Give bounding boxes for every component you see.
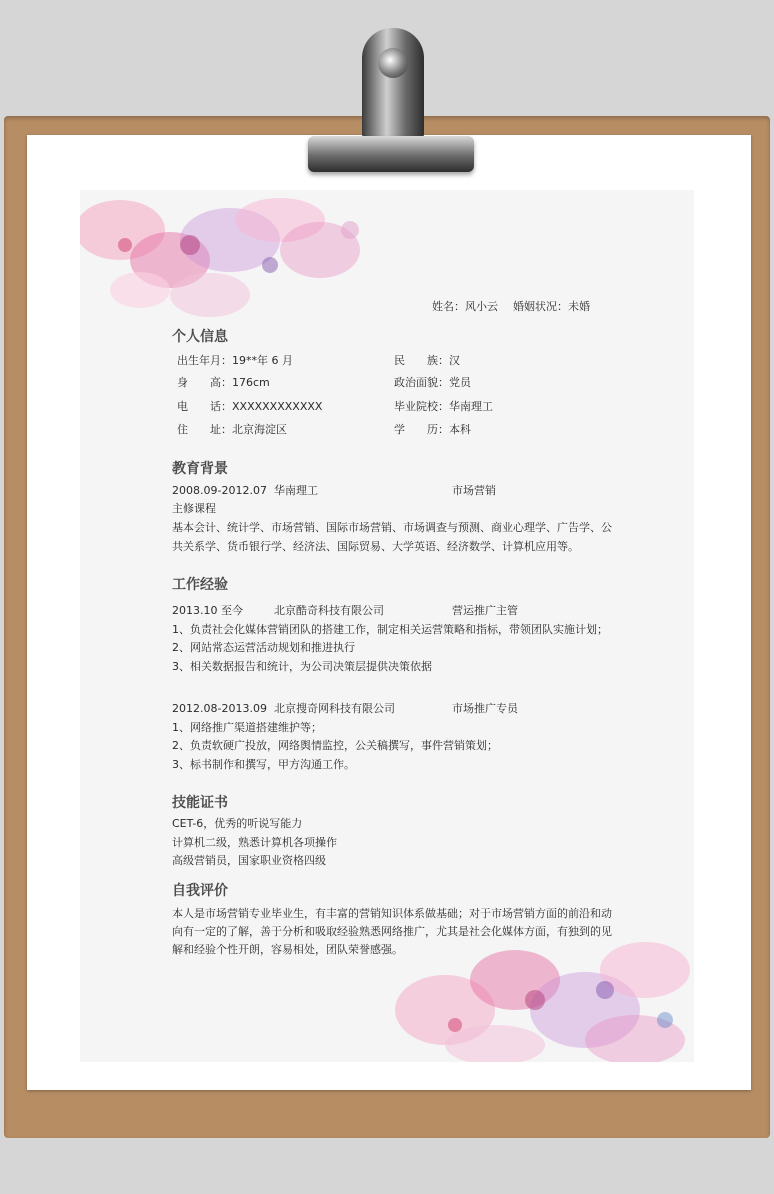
flower-decoration-top-left-icon [80, 190, 390, 340]
skill-item: CET-6，优秀的听说写能力 [172, 817, 303, 830]
skill-item: 高级营销员，国家职业资格四级 [172, 854, 326, 867]
clip-hole [378, 48, 408, 78]
job-duty: 3、标书制作和撰写，甲方沟通工作。 [172, 758, 355, 771]
education-major: 市场营销 [452, 484, 496, 497]
marital-status-field: 婚姻状况：未婚 [513, 300, 590, 313]
job-position: 市场推广专员 [452, 702, 518, 715]
binder-clip-icon [362, 28, 424, 140]
self-line-3: 解和经验个性开朗，容易相处，团队荣誉感强。 [172, 943, 403, 956]
job-duty: 1、网络推广渠道搭建维护等； [172, 721, 322, 734]
political-field: 政治面貌：党员 [394, 376, 471, 389]
courses-label: 主修课程 [172, 502, 216, 515]
self-line-2: 向有一定的了解，善于分析和吸取经验熟悉网络推广，尤其是社会化媒体方面，有独到的见 [172, 925, 612, 938]
section-title-education: 教育背景 [172, 461, 228, 477]
school-field: 毕业院校：华南理工 [394, 400, 493, 413]
courses-line-2: 共关系学、货币银行学、经济法、国际贸易、大学英语、经济数学、计算机应用等。 [172, 540, 579, 553]
job-duty: 2、网站常态运营活动规划和推进执行 [172, 641, 355, 654]
phone-field: 电 话：XXXXXXXXXXXX [177, 400, 323, 413]
height-field: 身 高：176cm [177, 376, 270, 389]
job-period: 2012.08-2013.09 [172, 702, 267, 715]
section-title-personal: 个人信息 [172, 329, 228, 345]
job-duty: 1、负责社会化媒体营销团队的搭建工作，制定相关运营策略和指标，带领团队实施计划； [172, 623, 608, 636]
section-title-skills: 技能证书 [172, 795, 228, 811]
address-field: 住 址：北京海淀区 [177, 423, 287, 436]
clip-base [308, 136, 474, 172]
job-position: 营运推广主管 [452, 604, 518, 617]
ethnicity-field: 民 族：汉 [394, 354, 460, 367]
degree-field: 学 历：本科 [394, 423, 471, 436]
job-company: 北京酷奇科技有限公司 [274, 604, 384, 617]
job-period: 2013.10 至今 [172, 604, 243, 617]
skill-item: 计算机二级，熟悉计算机各项操作 [172, 836, 337, 849]
section-title-self: 自我评价 [172, 883, 228, 899]
job-duty: 3、相关数据报告和统计，为公司决策层提供决策依据 [172, 660, 432, 673]
name-field: 姓名：风小云 [432, 300, 498, 313]
education-school: 华南理工 [274, 484, 318, 497]
job-duty: 2、负责软硬广投放，网络舆情监控，公关稿撰写，事件营销策划； [172, 739, 498, 752]
courses-line-1: 基本会计、统计学、市场营销、国际市场营销、市场调查与预测、商业心理学、广告学、公 [172, 521, 612, 534]
self-line-1: 本人是市场营销专业毕业生，有丰富的营销知识体系做基础；对于市场营销方面的前沿和动 [172, 907, 612, 920]
education-period: 2008.09-2012.07 [172, 484, 267, 497]
job-company: 北京搜奇网科技有限公司 [274, 702, 395, 715]
flower-decoration-bottom-right-icon [385, 930, 694, 1062]
birth-field: 出生年月：19**年 6 月 [177, 354, 293, 367]
section-title-work: 工作经验 [172, 577, 228, 593]
